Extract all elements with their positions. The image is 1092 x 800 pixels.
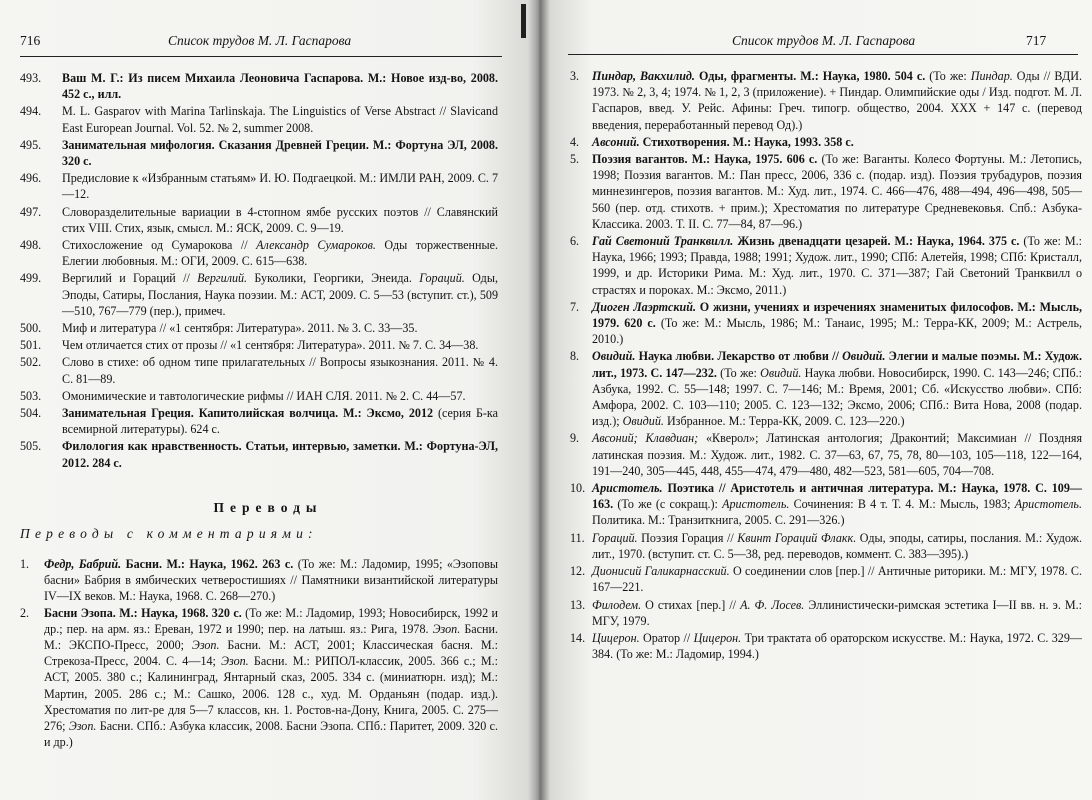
left-bibliography-list	[20, 70, 498, 472]
section-title: Переводы	[213, 500, 323, 515]
right-page	[536, 0, 1092, 800]
left-header-rule	[20, 56, 502, 57]
subsection-title: Переводы с комментариями:	[20, 526, 318, 541]
list-item: 9. Авсоний; Клавдиан; «Кверол»; Латинская антология; Драконтий; Максимиан // Поздняя латинская поэзия. М.: Худож. лит., 1982. С. 37—63, 67, 75, 78, 80—103, 105—118, 122—164, 191—240, 305—445, 448, 455—474, 479—480, 482—523, 581—605, 704—708.	[570, 431, 1083, 478]
list-item: 500. Миф и литература // «1 сентября: Литература». 2011. № 3. С. 33—35.	[20, 321, 418, 336]
list-item: 12. Дионисий Галикарнасский. О соединении слов [пер.] // Античные риторики. М.: МГУ, 1978. С. 167—221.	[570, 564, 1082, 595]
left-page	[0, 0, 536, 800]
list-item: 11. Гораций. Поэзия Горация // Квинт Гораций Флакк. Оды, эподы, сатиры, послания. М.: Худож. лит., 1970. (вступит. ст. С. 5—38, ред. переводов, коммент. С. 383—395).)	[570, 530, 1082, 561]
list-item: 496. Предисловие к «Избранным статьям» И. Ю. Подгаецкой. М.: ИМЛИ РАН, 2009. С. 7—12.	[20, 171, 498, 202]
list-item: 1. Федр, Бабрий. Басни. М.: Наука, 1962. 263 с. (То же: М.: Ладомир, 1995; «Эзоповы басни» Бабрия в ямбических четверостишиях // Памятники византийской литературы IV—IX веков. М.: Наука, 1968. С. 268—270.)	[20, 557, 499, 604]
list-item: 493. Ваш М. Г.: Из писем Михаила Леоновича Гаспарова. М.: Новое изд-во, 2008. 452 с., илл.	[20, 71, 498, 102]
list-item: 10. Аристотель. Поэтика // Аристотель и античная литература. М.: Наука, 1978. С. 109—163. (То же (с сокращ.): Аристотель. Сочинения: В 4 т. Т. 4. М.: Мысль, 1983; Аристотель. Политика. М.: Транзиткнига, 2005. С. 291—326.)	[570, 481, 1082, 528]
list-item: 6. Гай Светоний Транквилл. Жизнь двенадцати цезарей. М.: Наука, 1964. 375 с. (То же: М.: Наука, 1966; 1993; Правда, 1988; 1991; Худож. лит., 1990; СПб: Алетейя, 1998; СПб: Кристалл, 1999, и др. Историки Рима. М.: Худ. лит., 1970. С. 371—387; Гай Светоний Транквилл о страстях и пороках. М.: Эксмо, 2011.)	[570, 234, 1083, 297]
list-item: 13. Филодем. О стихах [пер.] // А. Ф. Лосев. Эллинистически-римская эстетика I—II вв. н. э. М.: МГУ, 1979.	[570, 597, 1082, 628]
list-item: 501. Чем отличается стих от прозы // «1 сентября: Литература». 2011. № 7. С. 34—38.	[20, 338, 479, 353]
list-item: 502. Слово в стихе: об одном типе прилагательных // Вопросы языкознания. 2011. № 4. С. 81—89.	[20, 355, 498, 386]
list-item: 498. Стихосложение од Сумарокова // Александр Сумароков. Оды торжественные. Елегии любовныя. М.: ОГИ, 2009. С. 615—638.	[20, 238, 498, 269]
list-item: 4. Авсоний. Стихотворения. М.: Наука, 1993. 358 с.	[570, 134, 854, 149]
right-header-rule	[568, 54, 1078, 55]
list-item: 5. Поэзия вагантов. М.: Наука, 1975. 606 с. (То же: Ваганты. Колесо Фортуны. М.: Летопись, 1998; Поэзия вагантов. М.: Пан пресс, 2006, 336 с. (подар. изд). Поэзия трубадуров, поэзия миннезингеров, поэзия вагантов. М.: Худ. лит., 1974. С. 466—476, 488—494, 496—498, 505—560 (пер. отд. стихотв. + прим.); Хрестоматия по литературе Средневековья. Спб.: Азбука-Классика. 2003. Т. II. С. 77—84, 87—96.)	[570, 152, 1082, 231]
left-running-title: Список трудов М. Л. Гаспарова	[168, 33, 352, 48]
list-item: 8. Овидий. Наука любви. Лекарство от любви // Овидий. Элегии и малые поэмы. М.: Худож. лит., 1973. С. 147—232. (То же: Овидий. Наука любви. Новосибирск, 1990. С. 143—246; СПб.: Азбука, 1992. С. 55—148; 1997. С. 7—146; М.: Время, 2001; Сб. «Искусство любви». СПб: Амфора, 2002. С. 103—110; 2005. С. 123—132; Эксмо, 2006; СПб.: Вита Нова, 2008 (подар. изд.); Овидий. Избранное. М.: Терра-КК, 2009. С. 123—220.)	[570, 349, 1083, 429]
list-item: 7. Диоген Лаэртский. О жизни, учениях и изречениях знаменитых философов. М.: Мысль, 1979. 620 с. (То же: М.: Мысль, 1986; М.: Танаис, 1995; М.: Терра-КК, 2009; М.: Астрель, 2010.)	[570, 299, 1082, 347]
right-running-title: Список трудов М. Л. Гаспарова	[732, 33, 916, 48]
translations-list	[20, 556, 498, 750]
list-item: 14. Цицерон. Оратор // Цицерон. Три трактата об ораторском искусстве. М.: Наука, 1972. С. 329—384. (То же: М.: Ладомир, 1994.)	[570, 630, 1082, 662]
list-item: 495. Занимательная мифология. Сказания Древней Греции. М.: Фортуна ЭЛ, 2008. 320 с.	[20, 137, 498, 169]
right-page-number: 717	[1026, 33, 1047, 48]
book-gutter-shadow	[528, 0, 550, 800]
list-item: 499. Вергилий и Гораций // Вергилий. Буколики, Георгики, Энеида. Гораций. Оды, Эподы, Сатиры, Послания, Наука поэзии. М.: АСТ, 2009. С. 5—53 (вступит. ст.), 509—510, 767—779 (пер.), примеч.	[20, 271, 498, 318]
list-item: 2. Басни Эзопа. М.: Наука, 1968. 320 с. (То же: М.: Ладомир, 1993; Новосибирск, 1992 и др.; пер. на арм. яз.: Ереван, 1972 и 1990; пер. на латыш. яз.: Рига, 1978. Эзоп. Басни. М.: ЭКСПО-Пресс, 2000; Эзоп. Басни. М.: АСТ, 2001; Классическая басня. М.: Стрекоза-Пресс, 2004. С. 4—14; Эзоп. Басни. М.: РИПОЛ-классик, 2005. 366 с.; М.: АСТ, 2005. 380 с.; Калининград, Янтарный сказ, 2005. 334 с. (миниатюрн. изд); М.: Мартин, 2005. 286 с.; М.: Сашко, 2006. 128 с., худ. М. Орданьян (подар. изд.). Хрестоматия по лит-ре для 5—7 классов, кн. 1. Ростов-на-Дону, Книга, 2005. С. 275—276; Эзоп. Басни. СПб.: Азбука классик, 2008. Басни Эзопа. СПб.: Паритет, 2009. 320 с. и др.)	[20, 605, 499, 750]
list-item: 504. Занимательная Греция. Капитолийская волчица. М.: Эксмо, 2012 (серия Б-ка всемирной литературы). 624 с.	[20, 406, 498, 437]
list-item: 505. Филология как нравственность. Статьи, интервью, заметки. М.: Фортуна-ЭЛ, 2012. 284 с.	[20, 439, 498, 470]
right-bibliography-list	[570, 68, 1082, 663]
list-item: 503. Омонимические и тавтологические рифмы // ИАН СЛЯ. 2011. № 2. С. 44—57.	[20, 388, 466, 403]
scan-binding-mark	[521, 4, 526, 38]
list-item: 494. M. L. Gasparov with Marina Tarlinskaja. The Linguistics of Verse Abstract // Slavicand East European Journal. Vol. 52. № 2, summer 2008.	[20, 104, 498, 135]
list-item: 3. Пиндар, Вакхилид. Оды, фрагменты. М.: Наука, 1980. 504 с. (То же: Пиндар. Оды // ВДИ. 1973. № 2, 3, 4; 1974. № 1, 2, 3 (приложение). + Пиндар. Олимпийские оды / Изд. подгот. М. Л. Гаспаров, введ. У. Рейс. Афины: Греч. типогр. общество, 2004. XXX + 147 с. (перевод введения, переработанный перевод Од).)	[570, 69, 1082, 132]
left-page-number: 716	[20, 33, 41, 48]
list-item: 497. Словоразделительные вариации в 4-стопном ямбе русских поэтов // Славянский стих VIII. Стих, язык, смысл. М.: ЯСК, 2009. С. 9—19.	[20, 204, 498, 235]
